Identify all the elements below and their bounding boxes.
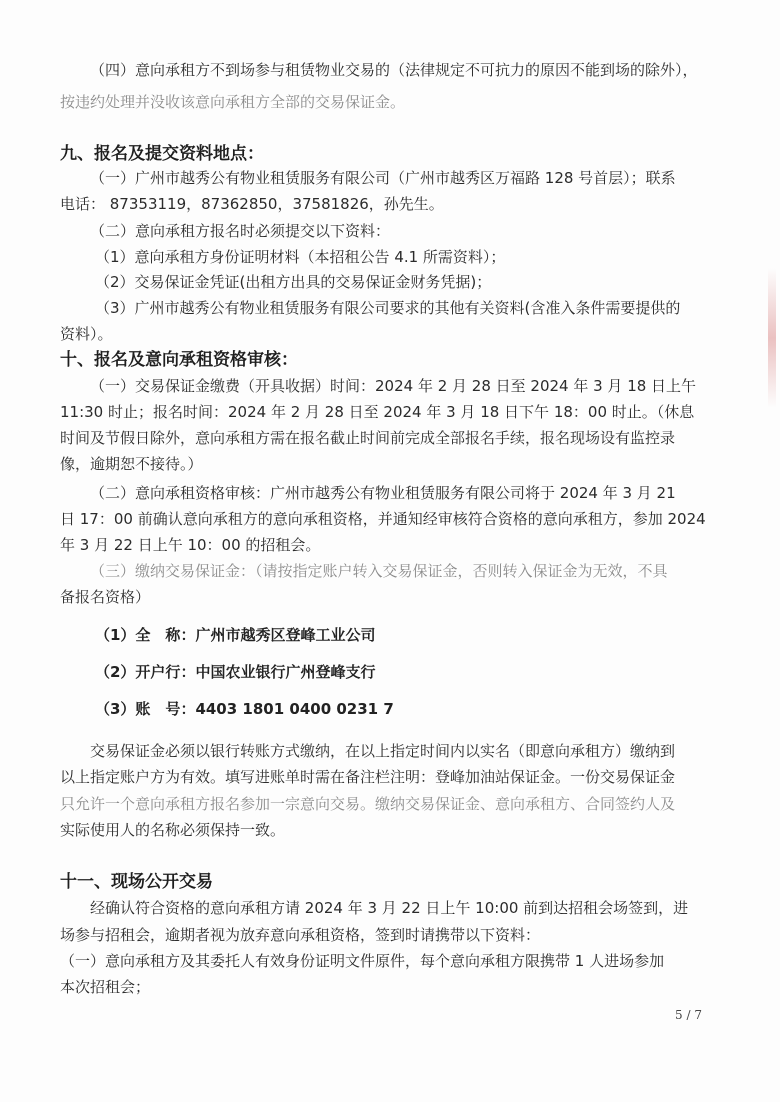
section-heading: 九、报名及提交资料地点：: [60, 144, 264, 164]
text-line: （2）交易保证金凭证(出租方出具的交易保证金财务凭据)；: [95, 273, 492, 291]
text-line: （1）意向承租方身份证明材料（本招租公告 4.1 所需资料）；: [95, 248, 506, 266]
text-line: （三）缴纳交易保证金：（请按指定账户转入交易保证金，否则转入保证金为无效，不具: [90, 562, 668, 580]
text-line: （3）广州市越秀公有物业租赁服务有限公司要求的其他有关资料(含准入条件需要提供的: [95, 299, 681, 317]
text-line: 备报名资格）: [60, 588, 151, 606]
text-line: （1）全 称：广州市越秀区登峰工业公司: [95, 626, 376, 644]
text-line: 经确认符合资格的意向承租方请 2024 年 3 月 22 日上午 10:00 前到达招租会场签到，进: [90, 899, 689, 917]
text-line: 以上指定账户方为有效。填写进账单时需在备注栏注明：登峰加油站保证金。一份交易保证金: [60, 768, 676, 786]
text-line: （一）广州市越秀公有物业租赁服务有限公司（广州市越秀区万福路 128 号首层）；联系: [90, 169, 676, 187]
text-line: 11:30 时止；报名时间：2024 年 2 月 28 日至 2024 年 3 月 18 日下午 18：00 时止。（休息: [60, 403, 695, 421]
text-line: 电话： 87353119，87362850，37581826，孙先生。: [60, 195, 444, 213]
text-line: （2）开户行：中国农业银行广州登峰支行: [95, 663, 376, 681]
text-line: 资料）。: [60, 325, 113, 343]
text-line: 场参与招租会，逾期者视为放弃意向承租资格，签到时请携带以下资料：: [60, 926, 541, 944]
text-line: 年 3 月 22 日上午 10：00 的招租会。: [60, 536, 321, 554]
text-line: 实际使用人的名称必须保持一致。: [60, 821, 286, 839]
text-line: 本次招租会；: [60, 978, 151, 996]
text-line: （四）意向承租方不到场参与租赁物业交易的（法律规定不可抗力的原因不能到场的除外），: [90, 61, 698, 79]
page-number: 5 / 7: [675, 1008, 702, 1022]
text-line: （二）意向承租资格审核：广州市越秀公有物业租赁服务有限公司将于 2024 年 3 月 21: [90, 484, 676, 502]
text-line: （3）账 号：4403 1801 0400 0231 7: [95, 700, 394, 718]
text-line: （一）交易保证金缴费（开具收据）时间：2024 年 2 月 28 日至 2024 年 3 月 18 日上午: [90, 377, 697, 395]
text-line: 交易保证金必须以银行转账方式缴纳，在以上指定时间内以实名（即意向承租方）缴纳到: [90, 742, 676, 760]
text-line: 时间及节假日除外，意向承租方需在报名截止时间前完成全部报名手续，报名现场设有监控录: [60, 429, 676, 447]
text-line: （二）意向承租方报名时必须提交以下资料：: [90, 222, 391, 240]
text-line: 像，逾期恕不接待。）: [60, 455, 203, 473]
margin-stamp-mark: [768, 268, 776, 408]
text-line: 日 17：00 前确认意向承租方的意向承租资格，并通知经审核符合资格的意向承租方，参加 2024: [60, 510, 706, 528]
text-line: 只允许一个意向承租方报名参加一宗意向交易。缴纳交易保证金、意向承租方、合同签约人及: [60, 795, 676, 813]
section-heading: 十、报名及意向承租资格审核：: [60, 350, 298, 370]
text-line: （一）意向承租方及其委托人有效身份证明文件原件，每个意向承租方限携带 1 人进场参加: [60, 952, 665, 970]
section-heading: 十一、现场公开交易: [60, 872, 213, 892]
text-line: 按违约处理并没收该意向承租方全部的交易保证金。: [60, 93, 406, 111]
